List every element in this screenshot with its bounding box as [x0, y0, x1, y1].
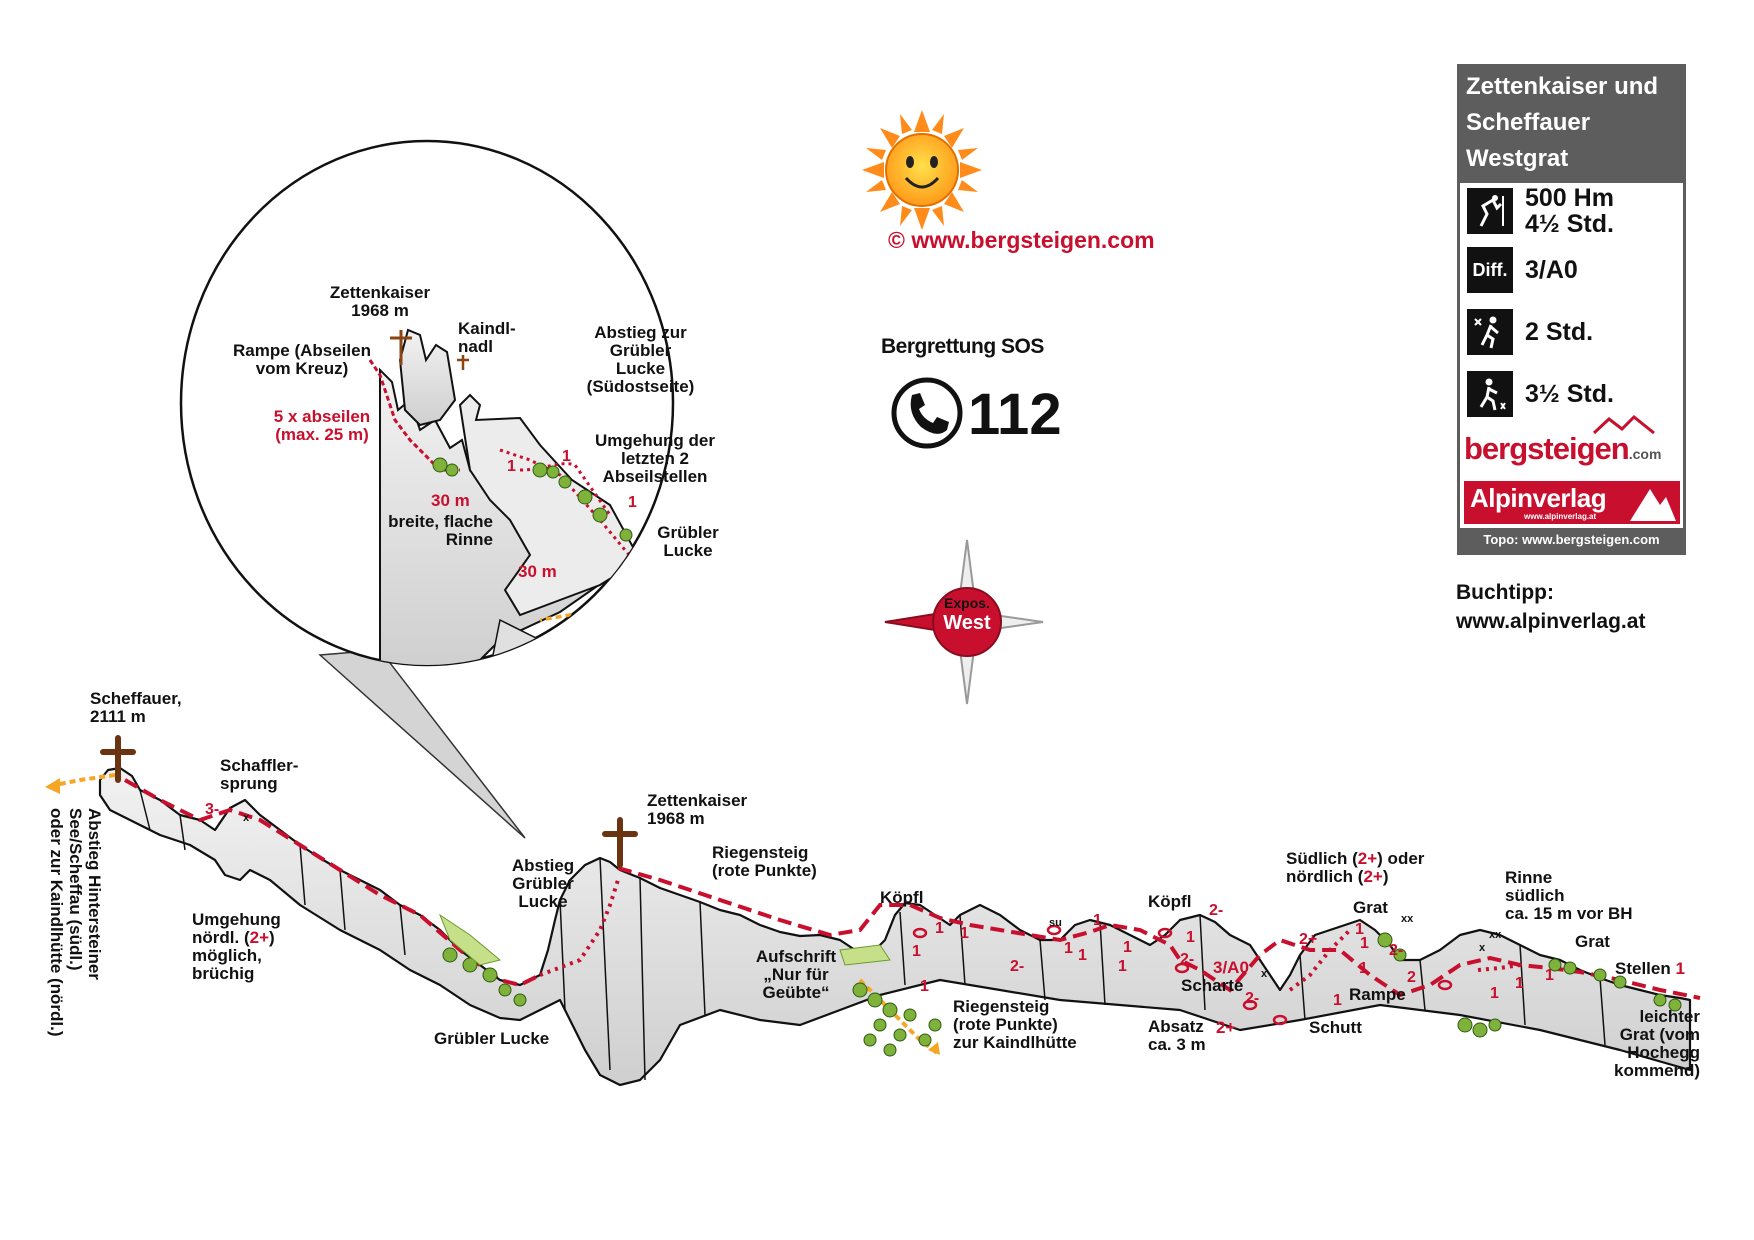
stellen-grade: 1 [1675, 959, 1685, 978]
stellen-label [1615, 942, 1685, 978]
bubble-pointer [320, 650, 525, 838]
koepfl-label-1: Köpfl [880, 888, 924, 907]
aufschrift-label: Aufschrift „Nur für Geübte“ [755, 947, 837, 1002]
route-title: Zettenkaiser und Scheffauer Westgrat [1460, 67, 1683, 183]
suedlich-grade-2: 2+ [1363, 867, 1383, 886]
book-tip[interactable]: Buchtipp: www.alpinverlag.at [1456, 581, 1646, 633]
grade-mark: 2- [1389, 942, 1404, 959]
info-row-difficulty [1467, 247, 1578, 293]
alpinverlag-logo-text: Alpinverlag [1470, 483, 1607, 513]
suedlich-grade-1: 2+ [1357, 849, 1378, 868]
grade-mark: 1 [935, 920, 944, 937]
absatz-grade: 2+ [1216, 1018, 1236, 1037]
grade-mark: 1 [1186, 929, 1195, 946]
grat-label-2: Grat [1575, 932, 1610, 951]
umgehung-label-line2a: nördl. ( [192, 928, 250, 947]
inset-grade-1c: 1 [628, 494, 637, 511]
abstieg-gruebler-label: Abstieg Grübler Lucke [511, 856, 575, 911]
umgehung-grade: 2+ [249, 928, 269, 947]
grade-mark: 1 [1118, 958, 1127, 975]
grade-mark: 1 [1093, 912, 1102, 929]
grade-mark: 2- [1209, 902, 1224, 919]
route-info-panel [1457, 64, 1686, 555]
bolt-marker: x [243, 812, 250, 824]
difficulty-icon: Diff. [1467, 247, 1513, 293]
hiker-approach-icon [1467, 309, 1513, 355]
inset-grade-1a: 1 [507, 458, 516, 475]
absatz-text: Absatz ca. 3 m [1148, 1017, 1206, 1054]
bolt-marker: x [1261, 968, 1268, 980]
scheffauer-label: Scheffauer, 2111 m [90, 689, 182, 726]
zettenkaiser-label: Zettenkaiser 1968 m [647, 791, 748, 828]
descent-route-label: Abstieg Hintersteiner See/Scheffau (südl.) oder zur Kaindlhütte (nördl.) [47, 808, 104, 1037]
stellen-text: Stellen [1615, 959, 1671, 978]
inset-grade-1b: 1 [562, 448, 571, 465]
inset-kaindlnadl-label: Kaindl- nadl [458, 319, 516, 356]
grade-mark: 1 [1078, 947, 1087, 964]
grade-mark: 2- [1010, 958, 1025, 975]
inset-abseilen-label: 5 x abseilen (max. 25 m) [273, 407, 371, 444]
suedlich-text-b: ) oder nördlich ( [1286, 849, 1425, 886]
info-ascent-text: 500 Hm 4½ Std. [1525, 184, 1614, 238]
grade-mark: 2+ [1299, 931, 1318, 948]
inset-umgehung-label: Umgehung der letzten 2 Abseilstellen [595, 431, 715, 486]
info-difficulty-text: 3/A0 [1525, 256, 1578, 284]
bolt-marker: xx [1401, 913, 1414, 925]
schafflersprung-label: Schaffler- sprung [220, 756, 299, 793]
descent-arrow-head-icon [45, 778, 60, 794]
umgehung-label [192, 893, 281, 983]
inset-rinne-label: breite, flache Rinne [388, 512, 493, 549]
grade-mark: 1 [912, 943, 921, 960]
grade-mark: 1 [960, 925, 969, 942]
grade-mark: 1 [1064, 940, 1073, 957]
inset-summit-label: Zettenkaiser 1968 m [329, 283, 431, 320]
copyright-link[interactable]: © www.bergsteigen.com [888, 227, 1155, 253]
info-approach-text: 2 Std. [1525, 318, 1594, 346]
grade-mark: 2- [1245, 990, 1260, 1007]
leichter-grat-label: leichter Grat (vom Hochegg kommend) [1614, 1007, 1700, 1080]
riegensteig-kaindlhuette-label: Riegensteig (rote Punkte) zur Kaindlhütte [953, 997, 1077, 1052]
inset-lucke-label: Grübler Lucke [657, 523, 719, 560]
bergsteigen-logo-text: bergsteigen [1464, 431, 1629, 466]
compass-label-top: Expos. [944, 595, 990, 611]
suedlich-text-a: Südlich ( [1286, 849, 1358, 868]
info-row-descent [1467, 371, 1614, 417]
topo-credit-link[interactable]: Topo: www.bergsteigen.com [1460, 528, 1683, 552]
grade-mark: 1 [920, 978, 929, 995]
grade-mark: 3- [205, 801, 220, 818]
inset-rampe-label: Rampe (Abseilen vom Kreuz) [233, 341, 371, 378]
sos-number: 112 [968, 382, 1062, 447]
alpinverlag-logo [1464, 481, 1680, 524]
phone-icon [894, 380, 960, 446]
absatz-label [1148, 1000, 1206, 1054]
rinne-label: Rinne südlich ca. 15 m vor BH [1505, 868, 1633, 923]
grade-mark: 1 [1545, 967, 1554, 984]
summit-cross-zettenkaiser-icon [605, 820, 635, 865]
bolt-marker: x [1479, 942, 1486, 954]
grade-mark: 1 [1355, 921, 1364, 938]
mountain-logo-icon [1628, 483, 1678, 523]
bergsteigen-logo [1464, 431, 1661, 467]
inset-abstieg-label: Abstieg zur Grübler Lucke (Südostseite) [586, 323, 695, 396]
umgehung-label-line3: möglich, brüchig [192, 946, 262, 983]
koepfl-label-2: Köpfl [1148, 892, 1192, 911]
grade-mark: 2- [1180, 951, 1195, 968]
suedlich-text-c: ) [1382, 867, 1389, 886]
gruebler-lucke-label: Grübler Lucke [434, 1029, 550, 1048]
climbing-ascent-icon [1467, 188, 1513, 234]
grade-mark: 1 [1123, 939, 1132, 956]
scharte-grade-label [1213, 959, 1249, 977]
suedlich-label [1286, 832, 1424, 886]
umgehung-label-line2b: ) [269, 928, 275, 947]
bergsteigen-logo-suffix: .com [1628, 446, 1662, 462]
info-row-ascent [1467, 185, 1614, 237]
scharte-label: Scharte [1181, 976, 1244, 995]
grade-mark: 2 [1407, 969, 1416, 986]
rampe-label: Rampe [1349, 985, 1406, 1004]
grade-mark: 1 [1515, 975, 1524, 992]
info-descent-text: 3½ Std. [1525, 380, 1614, 408]
alpinverlag-logo-url: www.alpinverlag.at [1524, 512, 1597, 521]
grat-label-1: Grat [1353, 898, 1388, 917]
info-row-approach [1467, 309, 1593, 355]
hiker-descent-icon [1467, 371, 1513, 417]
grade-mark: 1 [1359, 960, 1368, 977]
su-label: su [1049, 917, 1062, 929]
sun-logo-icon [862, 110, 982, 230]
grade-mark: 1 [1333, 992, 1342, 1009]
sos-title: Bergrettung SOS [881, 335, 1044, 358]
compass-label-bottom: West [943, 612, 991, 634]
riegensteig-label: Riegensteig (rote Punkte) [712, 843, 817, 880]
inset-30m-label-b: 30 m [518, 562, 557, 581]
schutt-label: Schutt [1309, 1018, 1362, 1037]
grade-mark: 1 [1490, 985, 1499, 1002]
inset-30m-label-a: 30 m [431, 491, 470, 510]
grade-mark: 1 [1360, 935, 1369, 952]
bolt-marker: xx [1489, 929, 1502, 941]
scharte-grade: 3/A0 [1213, 958, 1249, 977]
umgehung-label-line1: Umgehung [192, 910, 281, 929]
